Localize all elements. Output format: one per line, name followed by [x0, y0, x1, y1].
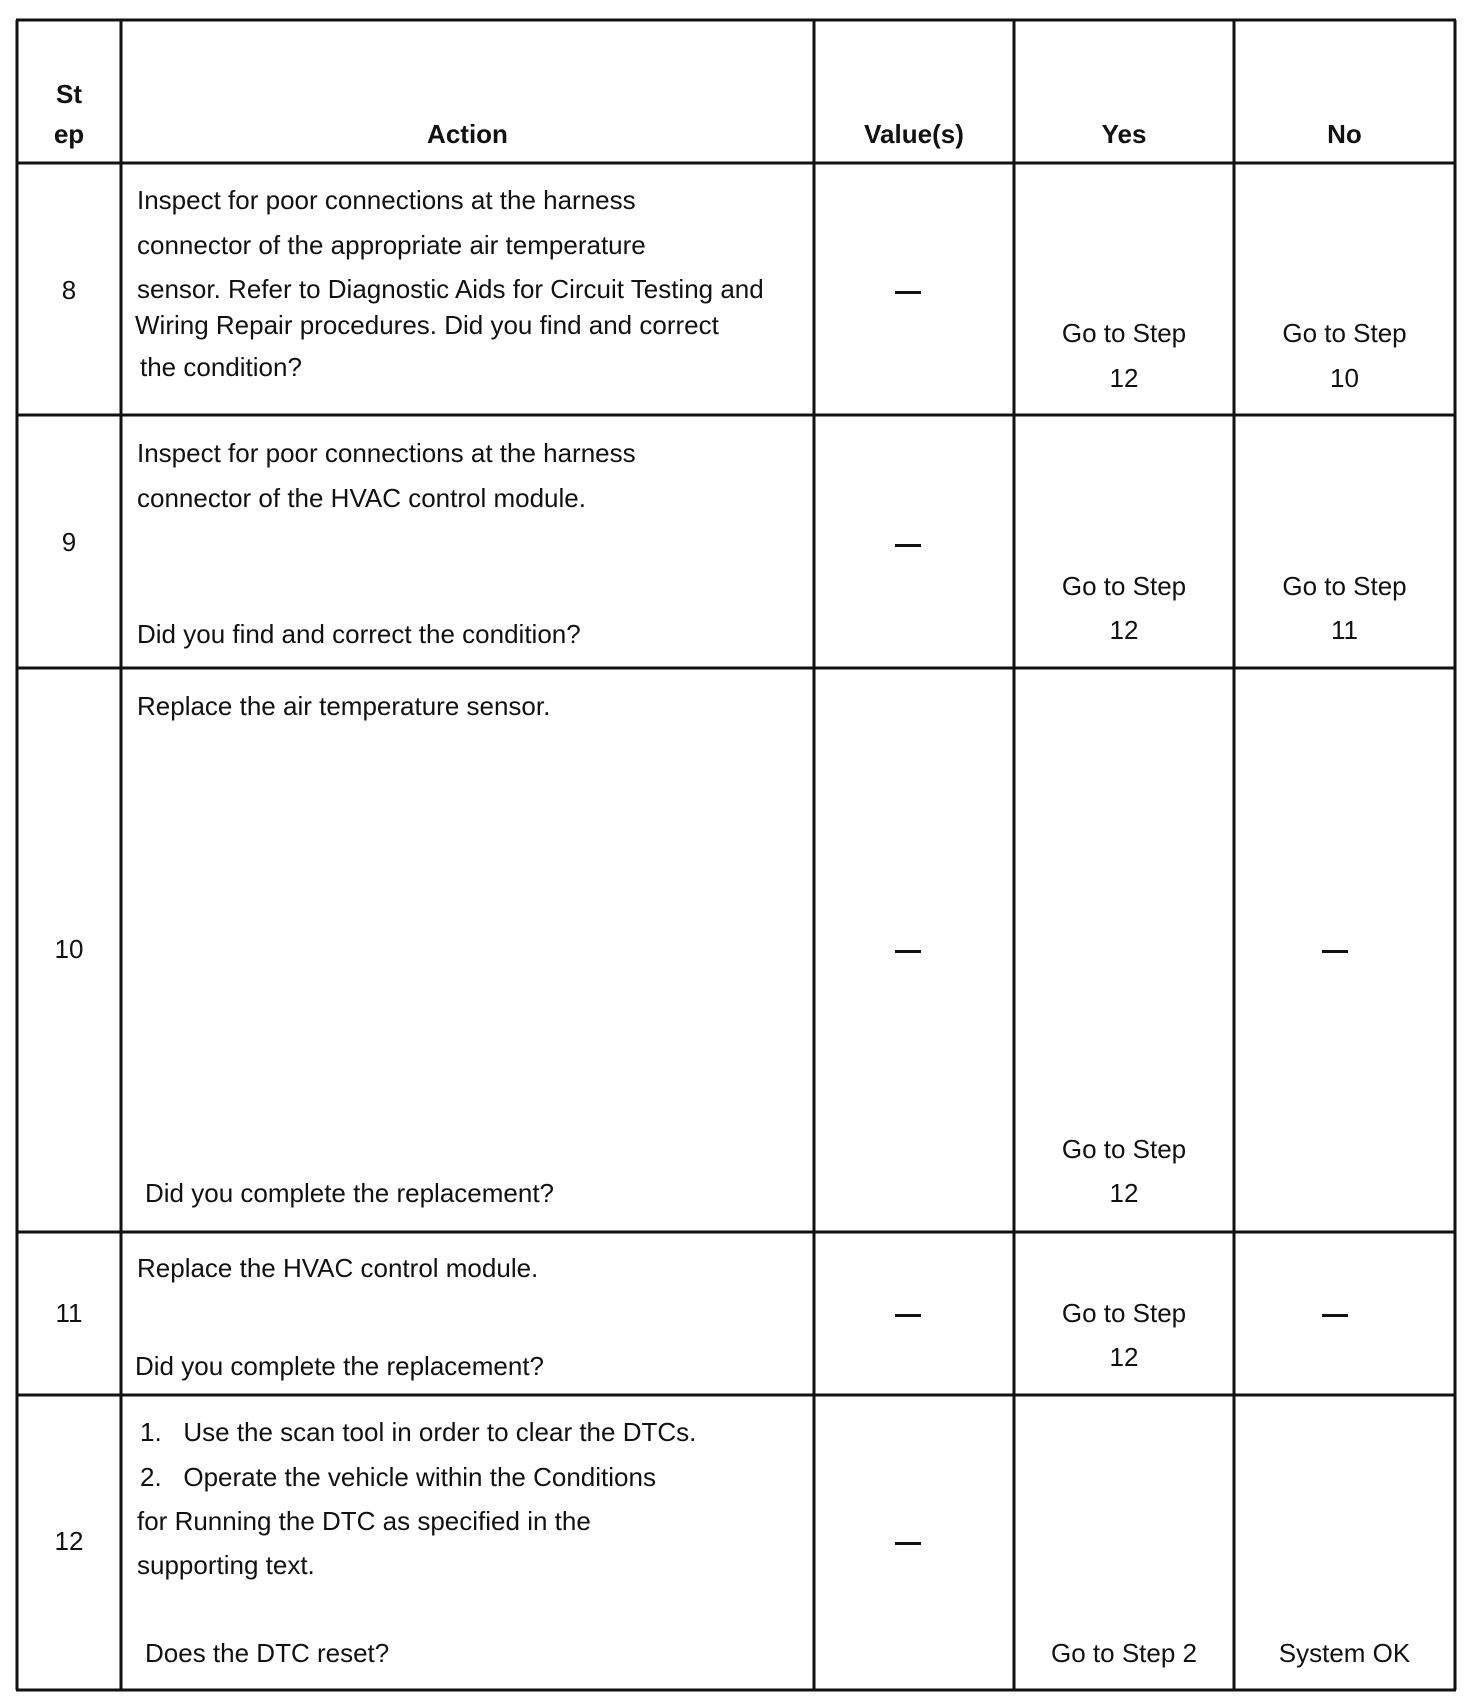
header-step-line2: ep: [53, 119, 85, 149]
action-text: Did you complete the replacement?: [135, 1351, 545, 1381]
header-no: No: [1327, 119, 1362, 149]
header-values: Value(s): [864, 119, 964, 149]
value-dash: [895, 544, 921, 547]
no-goto-step: 11: [1331, 615, 1358, 645]
step-number: 11: [55, 1298, 83, 1328]
no-goto-label: Go to Step: [1282, 318, 1407, 348]
header-action: Action: [427, 119, 508, 149]
action-text: connector of the appropriate air temperature: [137, 230, 646, 260]
no-result: System OK: [1278, 1638, 1411, 1668]
no-goto-step: 10: [1330, 363, 1359, 393]
yes-goto-step: 12: [1109, 1342, 1139, 1372]
value-dash: [895, 1314, 921, 1317]
action-text: the condition?: [140, 352, 302, 382]
no-dash: [1322, 950, 1348, 953]
action-text: Inspect for poor connections at the harness: [137, 185, 636, 215]
yes-goto-label: Go to Step: [1061, 571, 1187, 601]
action-text: sensor. Refer to Diagnostic Aids for Circuit Testing and: [137, 274, 764, 304]
step-number: 10: [54, 934, 84, 964]
action-text: Replace the air temperature sensor.: [137, 691, 551, 721]
yes-goto-label: Go to Step: [1061, 1298, 1187, 1328]
action-text: Does the DTC reset?: [145, 1638, 390, 1668]
action-text: Did you find and correct the condition?: [137, 619, 581, 649]
yes-goto-step: 12: [1109, 1178, 1139, 1208]
action-text: supporting text.: [137, 1550, 315, 1580]
header-yes: Yes: [1101, 119, 1147, 149]
yes-goto-step: 12: [1109, 615, 1139, 645]
no-dash: [1322, 1314, 1348, 1317]
yes-goto-label: Go to Step: [1061, 318, 1187, 348]
action-text: Wiring Repair procedures. Did you find and correct: [135, 310, 719, 340]
value-dash: [895, 950, 921, 953]
yes-goto-step: 12: [1109, 363, 1139, 393]
no-goto-label: Go to Step: [1282, 571, 1407, 601]
step-number: 8: [61, 275, 77, 305]
action-text: 2. Operate the vehicle within the Conditions: [140, 1462, 656, 1492]
step-number: 9: [61, 527, 77, 557]
yes-goto-label: Go to Step: [1061, 1134, 1187, 1164]
action-text: for Running the DTC as specified in the: [137, 1506, 591, 1536]
action-text: connector of the HVAC control module.: [137, 483, 586, 513]
action-text: Inspect for poor connections at the harness: [137, 438, 636, 468]
header-step-line1: St: [56, 79, 82, 109]
step-number: 12: [54, 1526, 84, 1556]
action-text: Did you complete the replacement?: [145, 1178, 555, 1208]
action-text: 1. Use the scan tool in order to clear the DTCs.: [140, 1417, 697, 1447]
value-dash: [895, 291, 921, 294]
action-text: Replace the HVAC control module.: [137, 1253, 539, 1283]
value-dash: [895, 1542, 921, 1545]
yes-result: Go to Step 2: [1051, 1638, 1197, 1668]
